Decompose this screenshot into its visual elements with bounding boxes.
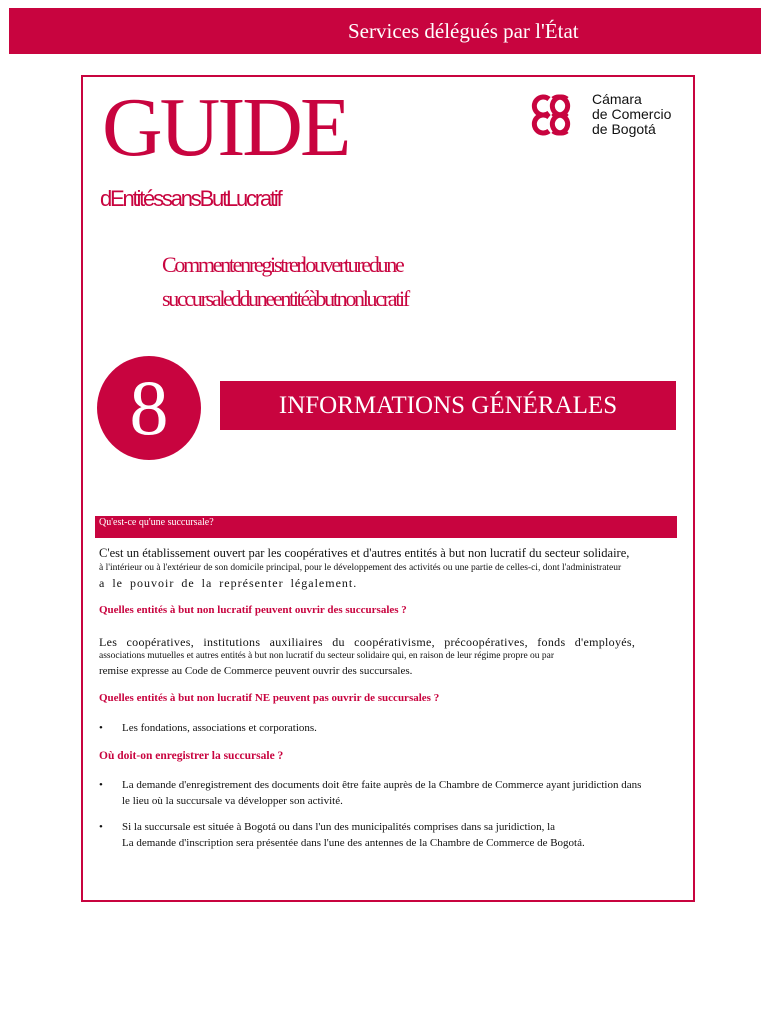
top-banner: [9, 8, 761, 54]
tagline-line-2: succursaledduneentitéàbutnonlucratif: [162, 286, 408, 311]
bullet-symbol: •: [99, 779, 103, 791]
guide-subtitle: dEntitéssansButLucratif: [100, 186, 281, 211]
q2-line-2: associations mutuelles et autres entités à but non lucratif du secteur solidaire qui, en raison de leur régime propre ou par: [99, 651, 555, 661]
bullet-symbol: •: [99, 722, 103, 734]
logo-line-3: de Bogotá: [592, 121, 656, 137]
q4-bullet-1-line-1: La demande d'enregistrement des documents doit être faite auprès de la Chambre de Commerce ayant juridiction dans: [122, 779, 642, 791]
q4-bullet-2-line-2: La demande d'inscription sera présentée dans l'une des antennes de la Chambre de Commerce de Bogotá.: [122, 837, 585, 849]
q2-line-1: Les coopératives, institutions auxiliaires du coopérativisme, précoopératives, fonds d'employés,: [99, 635, 636, 649]
logo-line-1: Cámara: [592, 91, 642, 107]
guide-title: GUIDE: [102, 81, 349, 174]
question-bar: Qu'est-ce qu'une succursale?: [95, 516, 677, 538]
q1-line-2: à l'intérieur ou à l'extérieur de son domicile principal, pour le développement des activités ou une partie de celles-ci, dont l'administrateur: [99, 563, 622, 573]
logo-line-2: de Comercio: [592, 106, 672, 122]
q4-bullet-1-line-2: le lieu où la succursale va développer son activité.: [122, 795, 343, 807]
tagline-line-1: Commentenregistrerlouverturedune: [162, 252, 403, 277]
q1-line-3: a le pouvoir de la représenter légalement.: [99, 576, 358, 590]
q3-heading: Quelles entités à but non lucratif NE peuvent pas ouvrir de succursales ?: [99, 692, 440, 704]
q4-heading: Où doit-on enregistrer la succursale ?: [99, 750, 284, 762]
banner-text: Services délégués par l'État: [348, 19, 579, 43]
chamber-logo-text: [592, 92, 671, 137]
section-title: INFORMATIONS GÉNÉRALES: [220, 381, 676, 430]
q2-line-3: remise expresse au Code de Commerce peuvent ouvrir des succursales.: [99, 665, 413, 677]
q3-bullet: [99, 720, 679, 736]
q3-bullet-text: Les fondations, associations et corporations.: [122, 722, 317, 734]
q4-bullet-2: [99, 819, 679, 851]
q2-heading: Quelles entités à but non lucratif peuvent ouvrir des succursales ?: [99, 604, 407, 616]
bullet-symbol: •: [99, 821, 103, 833]
q1-line-1: C'est un établissement ouvert par les coopératives et d'autres entités à but non lucratif du secteur solidaire,: [99, 546, 630, 560]
section-number: 8: [97, 356, 201, 460]
guide-tagline: [162, 248, 502, 316]
q4-bullet-2-line-1: Si la succursale est située à Bogotá ou dans l'un des municipalités comprises dans sa juridiction, la: [122, 821, 556, 833]
q4-bullet-1: [99, 777, 679, 809]
